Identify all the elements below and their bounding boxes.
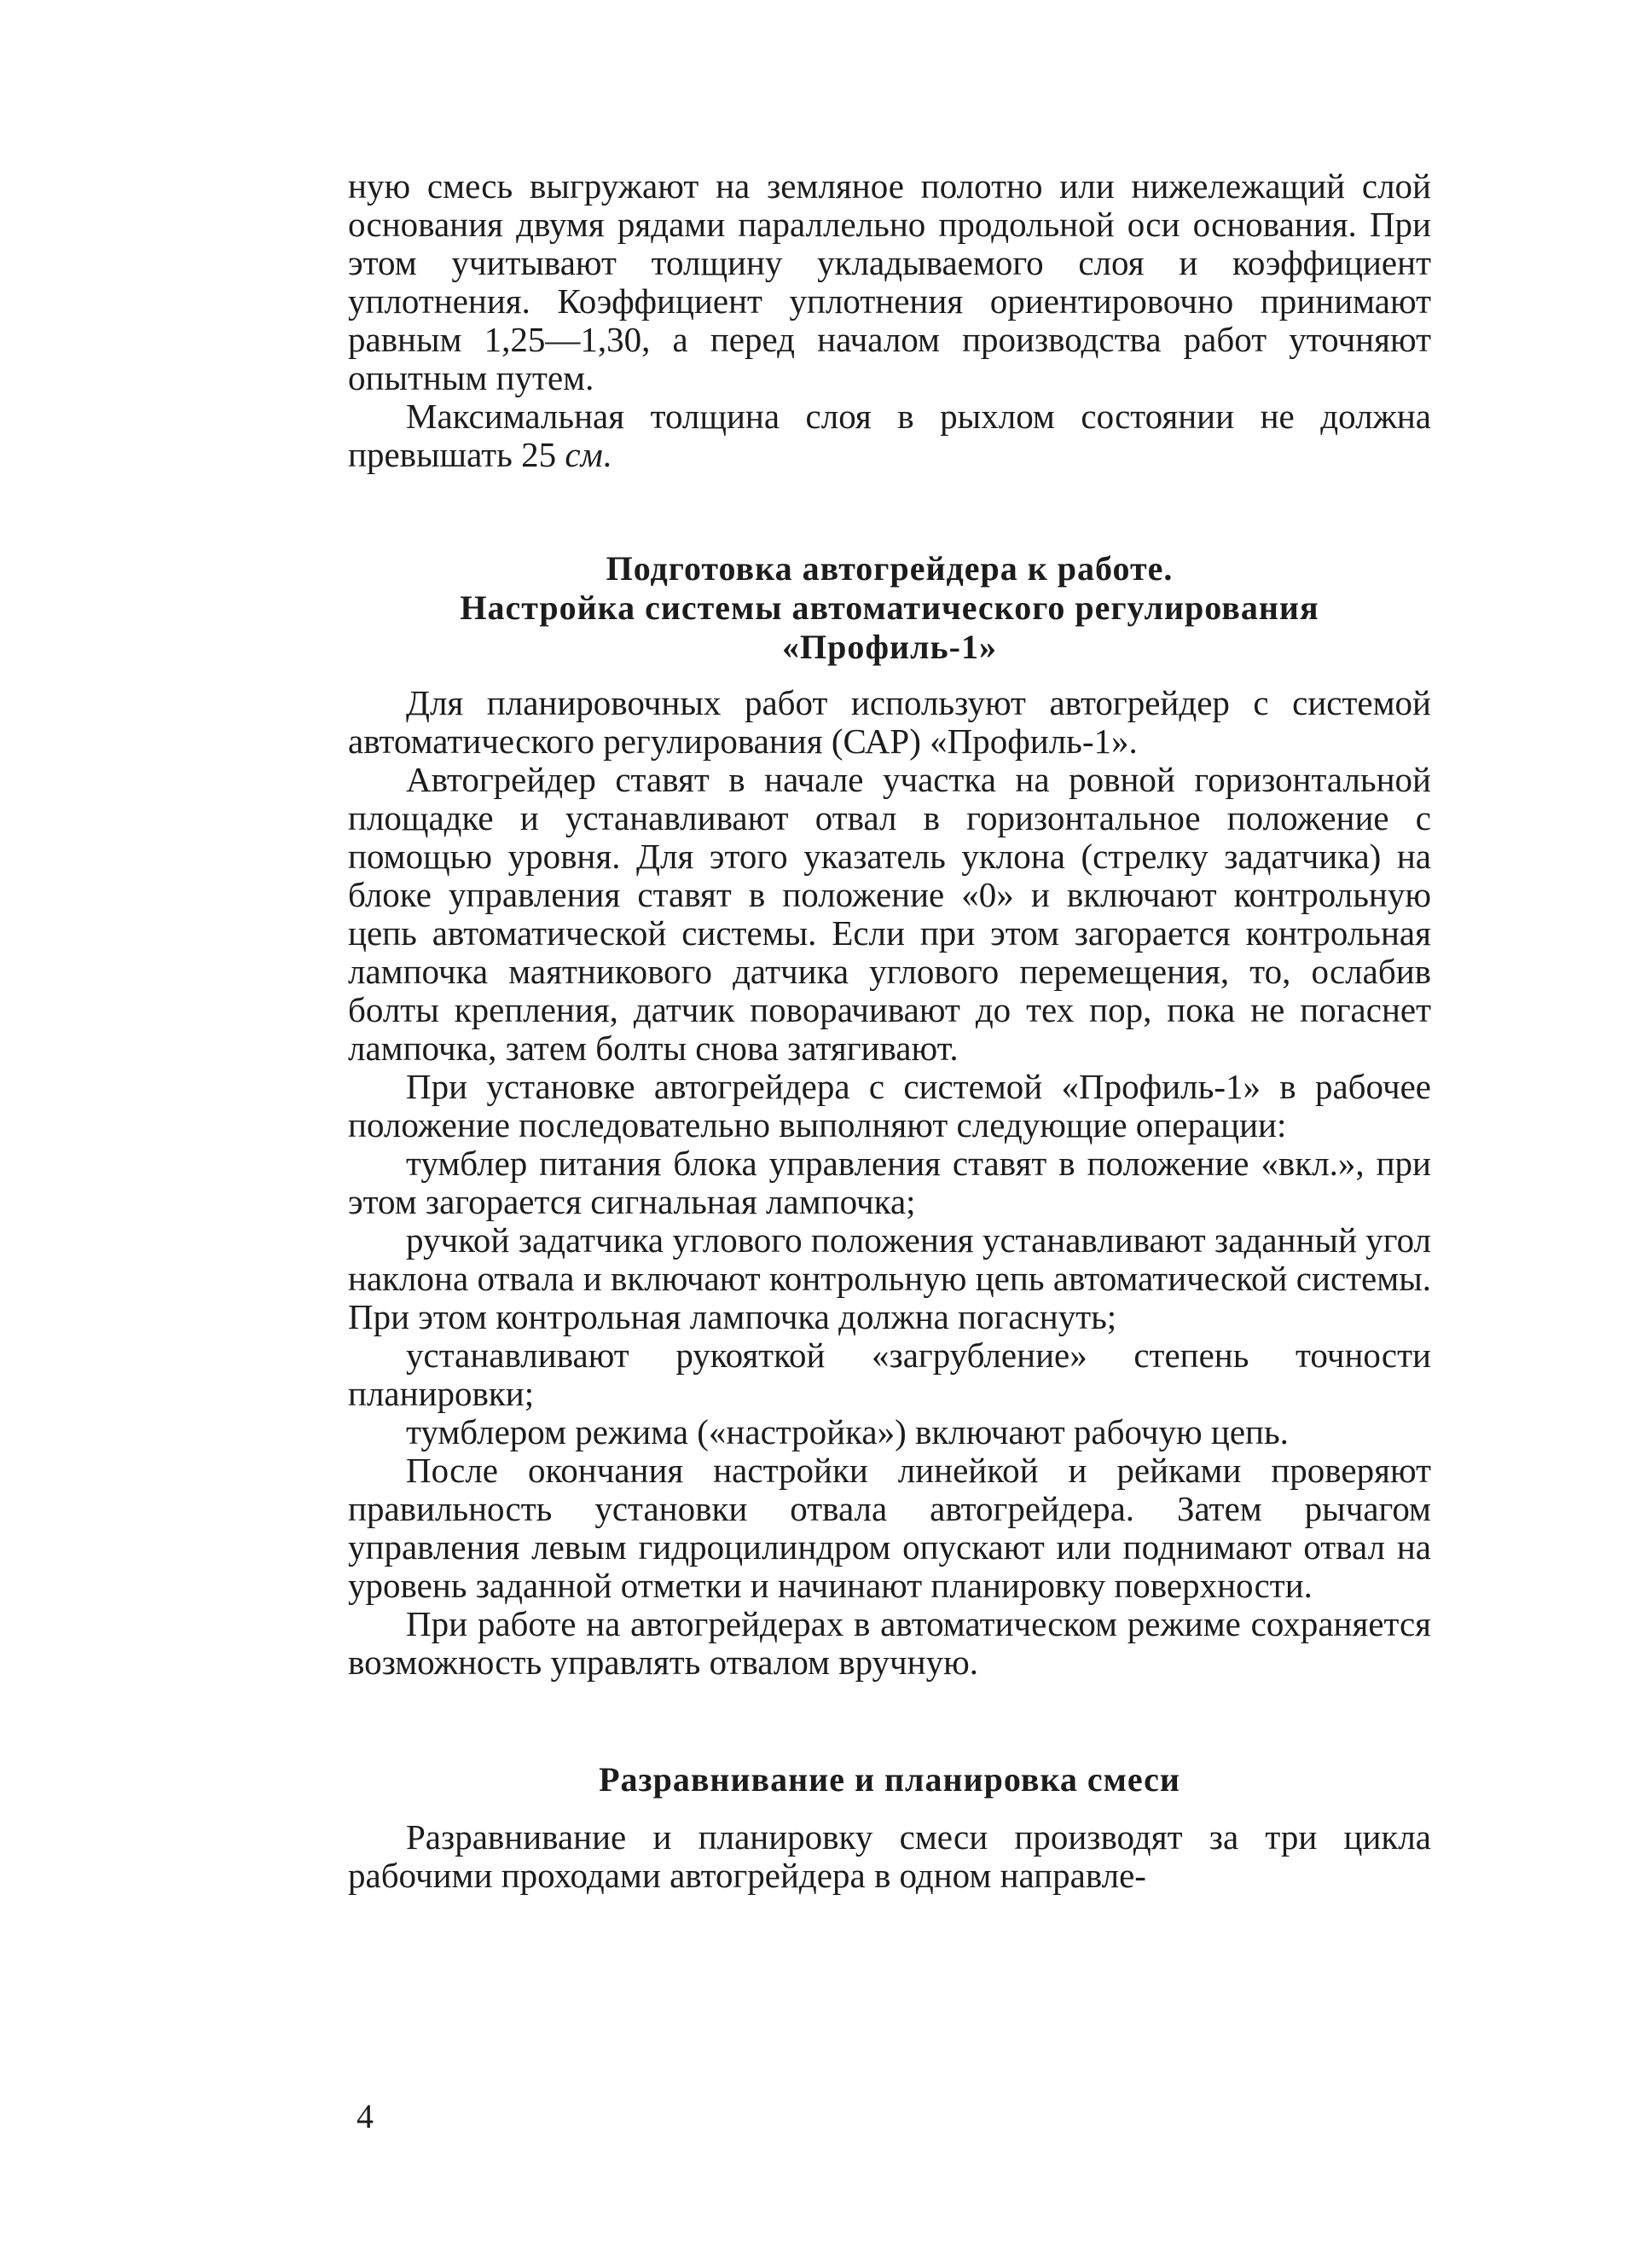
section-2-heading [348, 1760, 1431, 1799]
intro-paragraph-2 [348, 397, 1431, 474]
page-body [348, 167, 1431, 1895]
section-1-paragraph-5: При работе на автогрейдерах в автоматическом режиме сохраняется возможность управлять отвалом вручную. [348, 1604, 1431, 1682]
section-1-list-item-2: ручкой задатчика углового положения устанавливают заданный угол наклона отвала и включают контрольную цепь автоматической системы. При этом контрольная лампочка должна погаснуть; [348, 1220, 1431, 1336]
section-1-title-line-3: «Профиль-1» [782, 628, 997, 666]
intro-paragraph-2-text: Максимальная толщина слоя в рыхлом состоянии не должна превышать 25 [348, 397, 1431, 474]
section-1-list-item-4: тумблером режима («настройка») включают рабочую цепь. [406, 1412, 1289, 1451]
section-1-heading [348, 549, 1431, 667]
unit-cm: см [565, 435, 603, 474]
section-1-paragraph-2: Автогрейдер ставят в начале участка на ровной горизонтальной площадке и устанавливают отвал в горизонтальное положение с помощью уровня. Для этого указатель уклона (стрелку задатчика) на блоке управления ставят в положение «0» и включают контрольную цепь автоматической системы. Если при этом загорается контрольная лампочка маятникового датчика углового перемещения, то, ослабив болты крепления, датчик поворачивают до тех пор, пока не погаснет лампочка, затем болты снова затягивают. [348, 760, 1431, 1068]
section-1-title-line-1: Подготовка автогрейдера к работе. [606, 549, 1174, 588]
intro-paragraph-2-end: . [602, 435, 612, 474]
section-1-paragraph-4: После окончания настройки линейкой и рейками проверяют правильность установки отвала автогрейдера. Затем рычагом управления левым гидроцилиндром опускают или поднимают отвал на уровень заданной отметки и начинают планировку поверхности. [348, 1451, 1431, 1605]
section-1-paragraph-1: Для планировочных работ используют автогрейдер с системой автоматического регулирования (САР) «Профиль-1». [348, 683, 1431, 761]
section-1-paragraph-3: При установке автогрейдера с системой «Профиль-1» в рабочее положение последовательно выполняют следующие операции: [348, 1067, 1431, 1144]
intro-paragraph-1: ную смесь выгружают на земляное полотно или нижележащий слой основания двумя рядами параллельно продольной оси основания. При этом учитывают толщину укладываемого слоя и коэффициент уплотнения. Коэффициент уплотнения ориентировочно принимают равным 1,25—1,30, а перед началом производства работ уточняют опытным путем. [348, 166, 1431, 397]
section-2-title: Разравнивание и планировка смеси [599, 1760, 1180, 1799]
section-1-list-item-3: устанавливают рукояткой «загрубление» степень точности планировки; [348, 1335, 1431, 1413]
section-1-title-line-2: Настройка системы автоматического регулирования [460, 588, 1319, 627]
page-number: 4 [356, 2097, 374, 2135]
section-2-paragraph-1: Разравнивание и планировку смеси производят за три цикла рабочими проходами автогрейдера в одном направле- [348, 1817, 1431, 1895]
section-1-list-item-1: тумблер питания блока управления ставят в положение «вкл.», при этом загорается сигнальная лампочка; [348, 1144, 1431, 1221]
